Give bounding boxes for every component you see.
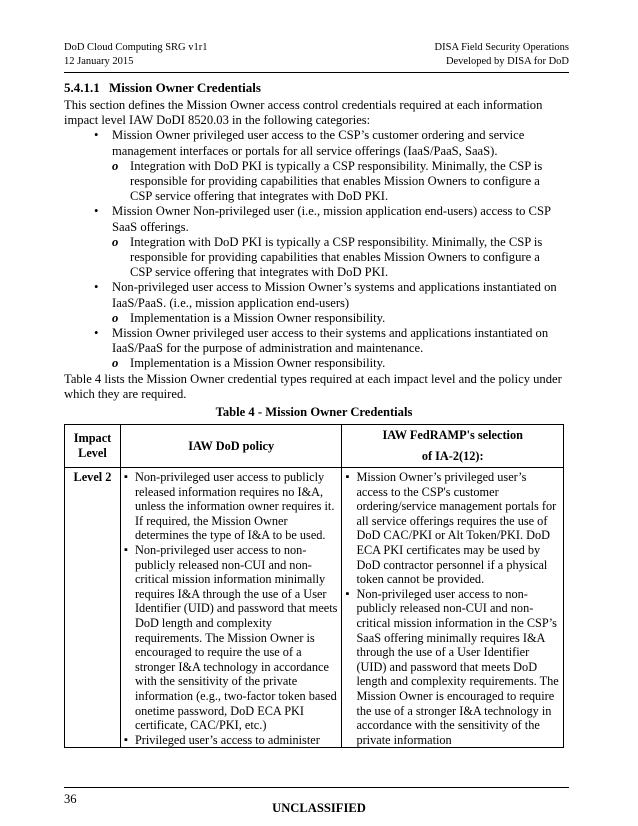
header-developer: Developed by DISA for DoD	[445, 55, 569, 67]
list-item	[64, 326, 564, 372]
table-caption: Table 4 - Mission Owner Credentials	[215, 405, 413, 419]
bullet-text: Mission Owner privileged user access to the CSP’s customer ordering and service management interfaces or portals for all service offerings (IaaS/PaaS, SaaS).	[112, 128, 525, 158]
cell-impact-level: Level 2	[65, 468, 121, 748]
sub-list	[112, 159, 564, 205]
section-body	[64, 98, 564, 402]
closing-paragraph: Table 4 lists the Mission Owner credential types required at each impact level and the policy under which they are required.	[64, 371, 562, 401]
section-heading	[64, 80, 261, 96]
sub-list	[112, 311, 564, 326]
header-doc-title: DoD Cloud Computing SRG v1r1	[64, 42, 208, 53]
header-org: DISA Field Security Operations	[434, 42, 569, 53]
cell-fedramp	[342, 468, 564, 748]
list-item	[64, 128, 564, 204]
list-item: ▪ Mission Owner’s privileged user’s access to the CSP's customer ordering/service management portals for all service offerings requires the use of DoD CAC/PKI or Alt Token/PKI. DoD ECA PKI certificates may be used by DoD contractor personnel if a physical token cannot be provided.	[345, 470, 560, 587]
header-fedramp	[342, 425, 564, 468]
page-number: 36	[64, 792, 77, 806]
bullet-text: Mission Owner Non-privileged user (i.e., mission application end-users) access to CSP SaaS offerings.	[112, 204, 551, 234]
section-title: Mission Owner Credentials	[109, 80, 261, 95]
section-number: 5.4.1.1	[64, 80, 100, 95]
list-item: ▪ Non-privileged user access to non-publicly released non-CUI and non-critical mission information in the CSP’s SaaS offering minimally requires I&A through the use of a User Identifier (UID) and password that meets DoD length and complexity requirements. The Mission Owner is encouraged to require the use of a stronger I&A technology in accordance with the sensitivity of the private information	[345, 587, 560, 748]
credentials-table	[64, 424, 564, 748]
sub-list-item: o Integration with DoD PKI is typically a CSP responsibility. Minimally, the CSP is responsible for providing capabilities that enables Mission Owners to configure a CSP service offering that integrates with DoD PKI.	[112, 159, 564, 205]
intro-paragraph: This section defines the Mission Owner access control credentials required at each information impact level IAW DoDI 8520.03 in the following categories:	[64, 98, 543, 128]
dod-policy-list	[124, 470, 338, 747]
list-item: ▪ Non-privileged user access to non-publicly released non-CUI and non-critical mission information minimally requires I&A through the use of a User Identifier (UID) and password that meets DoD length and complexity requirements. The Mission Owner is encouraged to require the use of a stronger I&A technology in accordance with the sensitivity of the private information (e.g., two-factor token based onetime password, DoD ECA PKI certificate, CAC/PKI, etc.)	[124, 543, 338, 733]
cell-dod-policy	[120, 468, 341, 748]
header-left	[64, 41, 208, 68]
bullet-text: Mission Owner privileged user access to their systems and applications instantiated on IaaS/PaaS for the purpose of administration and maintenance.	[112, 326, 549, 356]
sub-list-item: o Implementation is a Mission Owner responsibility.	[112, 311, 564, 326]
fedramp-list	[345, 470, 560, 747]
header-dod-policy: IAW DoD policy	[120, 425, 341, 468]
header-date: 12 January 2015	[64, 55, 134, 67]
sub-list	[112, 356, 564, 371]
header-right	[435, 41, 569, 68]
list-item: ▪ Non-privileged user access to publicly released information requires no I&A, unless the information owner requires it. If required, the Mission Owner determines the type of I&A to be used.	[124, 470, 338, 543]
bullet-text: Non-privileged user access to Mission Owner’s systems and applications instantiated on IaaS/PaaS. (i.e., mission application end-users)	[112, 280, 557, 310]
classification-marking: UNCLASSIFIED	[272, 801, 366, 815]
sub-list	[112, 235, 564, 281]
sub-list-item: o Integration with DoD PKI is typically a CSP responsibility. Minimally, the CSP is responsible for providing capabilities that enables Mission Owners to configure a CSP service offering that integrates with DoD PKI.	[112, 235, 564, 281]
list-item	[64, 280, 564, 326]
sub-list-item: o Implementation is a Mission Owner responsibility.	[112, 356, 564, 371]
table-header-row	[65, 425, 564, 468]
header-fedramp-line2: of IA-2(12):	[421, 449, 484, 463]
footer-divider	[64, 787, 569, 788]
category-list	[64, 128, 564, 371]
list-item: ▪ Privileged user’s access to administer	[124, 733, 338, 748]
table-row	[65, 468, 564, 748]
header-divider	[64, 72, 569, 73]
header-impact-level: Impact Level	[65, 425, 121, 468]
header-fedramp-line1: IAW FedRAMP's selection	[382, 428, 523, 443]
list-item	[64, 204, 564, 280]
